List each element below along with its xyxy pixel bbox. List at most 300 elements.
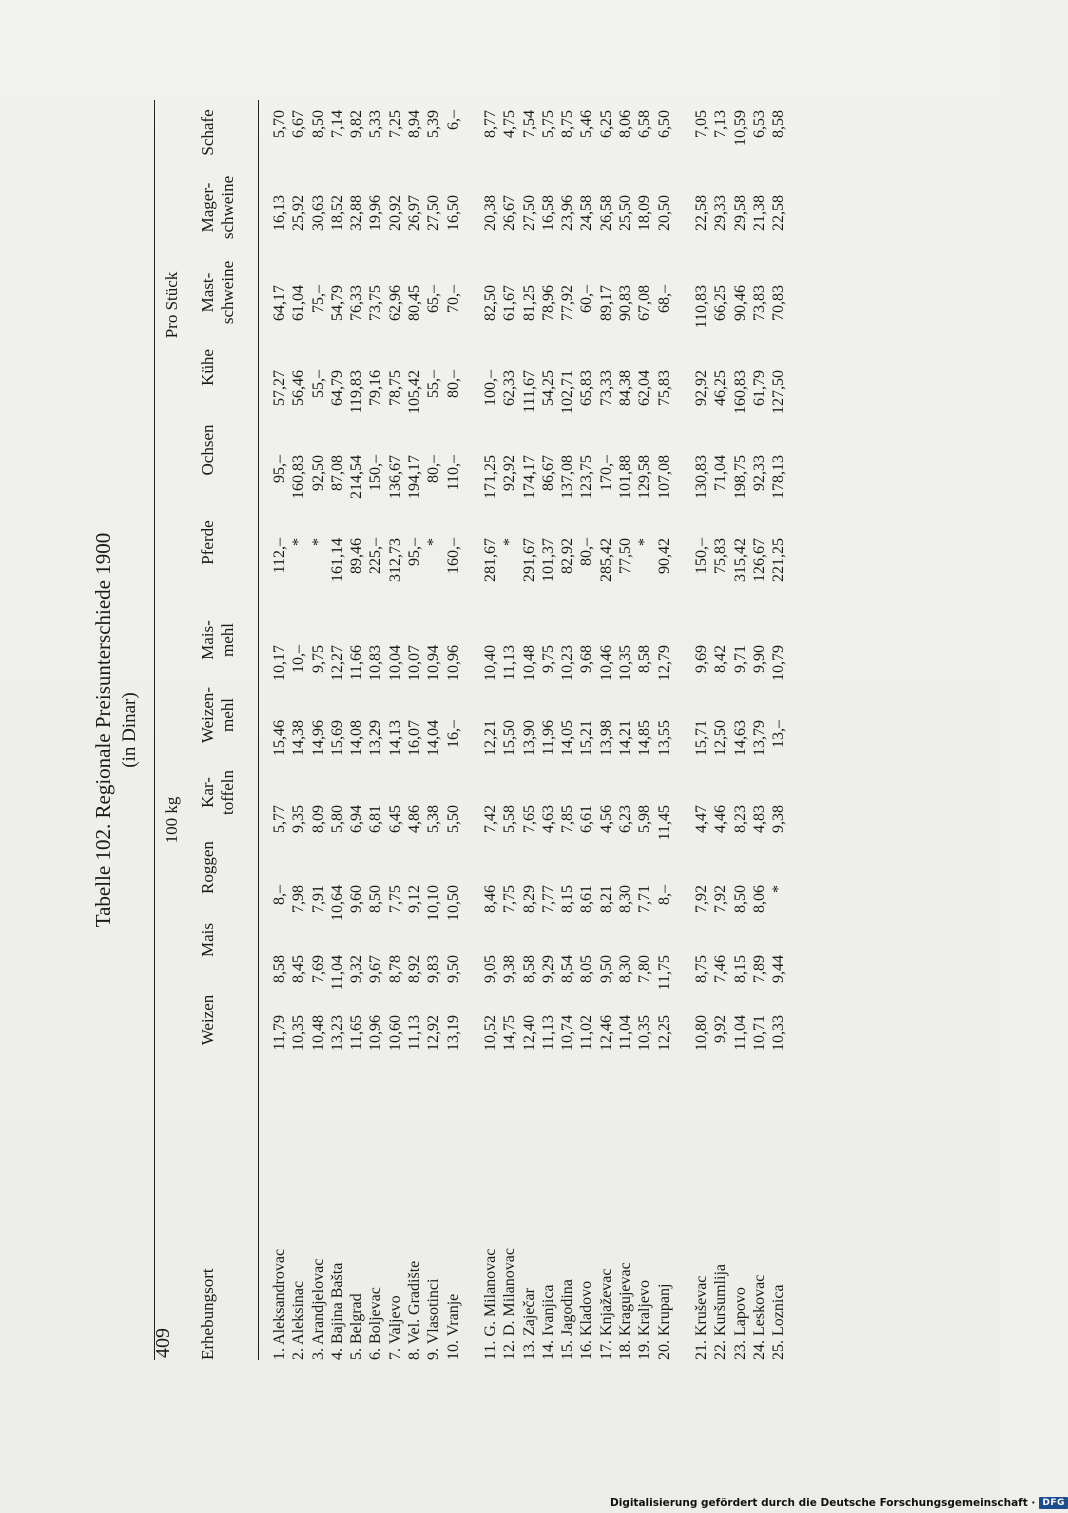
cell-value: 8,75 [692, 955, 710, 983]
group-header-100kg: 100 kg [162, 796, 181, 844]
cell-value: 13,98 [597, 720, 615, 756]
cell-value: 10,10 [425, 885, 443, 921]
cell-value: 8,– [655, 885, 673, 905]
cell-ort: 13. Zaječar [520, 1288, 538, 1360]
cell-value: 70,– [444, 285, 462, 313]
cell-value: 160,– [444, 538, 462, 574]
cell-value: 14,04 [425, 720, 443, 756]
header-ochsen: Ochsen [198, 424, 217, 476]
table-subtitle: (in Dinar) [119, 692, 140, 768]
cell-ort: 21. Kruševac [692, 1275, 710, 1360]
cell-value: 62,04 [636, 370, 654, 406]
cell-value: 60,– [578, 285, 596, 313]
cell-value: 11,96 [539, 720, 557, 756]
cell-value: 75,– [309, 285, 327, 313]
cell-value: 221,25 [770, 538, 788, 582]
cell-value: 27,50 [520, 195, 538, 231]
cell-value: 110,– [444, 455, 462, 491]
cell-ort: 14. Ivanjica [539, 1284, 557, 1360]
cell-value: 10,59 [731, 110, 749, 146]
cell-value: 10,17 [271, 645, 288, 681]
cell-value: 25,50 [617, 195, 635, 231]
cell-ort: 7. Valjevo [386, 1295, 404, 1360]
table-row [731, 100, 750, 1360]
cell-value: 11,66 [348, 645, 366, 681]
cell-value: 11,04 [731, 1015, 749, 1051]
cell-ort: 23. Lapovo [731, 1287, 749, 1360]
cell-value: 10,50 [444, 885, 462, 921]
cell-value: 4,75 [501, 110, 519, 138]
cell-value: 7,46 [712, 955, 730, 983]
cell-value: 13,19 [444, 1015, 462, 1051]
cell-value: 4,47 [692, 805, 710, 833]
cell-value: 8,– [271, 885, 288, 905]
table-body [270, 100, 806, 1360]
cell-value: 20,38 [481, 195, 499, 231]
cell-value: 80,45 [406, 285, 424, 321]
cell-value: 8,50 [367, 885, 385, 913]
cell-value: 78,75 [386, 370, 404, 406]
header-mastschweine [186, 250, 250, 335]
cell-value: 6,50 [655, 110, 673, 138]
cell-value: 7,98 [290, 885, 308, 913]
cell-ort: 2. Aleksinac [290, 1280, 308, 1360]
cell-value: 10,96 [444, 645, 462, 681]
cell-value: 7,92 [712, 885, 730, 913]
cell-value: 46,25 [712, 370, 730, 406]
cell-value: 105,42 [406, 370, 424, 414]
cell-value: 8,92 [406, 955, 424, 983]
cell-value: 95,– [271, 455, 288, 483]
cell-value: 68,– [655, 285, 673, 313]
cell-value: 9,50 [444, 955, 462, 983]
cell-value: 8,29 [520, 885, 538, 913]
cell-value: 214,54 [348, 455, 366, 499]
cell-value: 5,80 [328, 805, 346, 833]
cell-value: 10,33 [770, 1015, 788, 1051]
cell-value: 9,83 [425, 955, 443, 983]
cell-value: 10,35 [617, 645, 635, 681]
cell-value: 16,07 [406, 720, 424, 756]
header-weizenmehl [186, 675, 250, 755]
cell-value: 102,71 [559, 370, 577, 414]
cell-ort: 10. Vranje [444, 1293, 462, 1360]
cell-value: 16,58 [539, 195, 557, 231]
cell-value: 54,79 [328, 285, 346, 321]
cell-value: 112,– [271, 538, 288, 574]
cell-value: 15,21 [578, 720, 596, 756]
cell-value: 9,12 [406, 885, 424, 913]
cell-ort: 16. Kladovo [578, 1280, 596, 1360]
cell-value: 9,44 [770, 955, 788, 983]
cell-ort: 3. Arandjelovac [309, 1258, 327, 1360]
cell-value: 9,38 [501, 955, 519, 983]
cell-value: 22,58 [770, 195, 788, 231]
cell-value: 8,09 [309, 805, 327, 833]
cell-value: 55,– [425, 370, 443, 398]
cell-value: 14,63 [731, 720, 749, 756]
cell-value: 73,33 [597, 370, 615, 406]
cell-value: 61,04 [290, 285, 308, 321]
cell-value: 77,50 [617, 538, 635, 574]
cell-ort: 12. D. Milanovac [501, 1248, 519, 1360]
cell-value: 198,75 [731, 455, 749, 499]
cell-value: 8,23 [731, 805, 749, 833]
cell-value: 57,27 [271, 370, 288, 406]
cell-value: 10,35 [290, 1015, 308, 1051]
cell-value: 129,58 [636, 455, 654, 499]
header-weizenmehl-line1: Weizen- [198, 686, 217, 744]
header-top-rule [154, 100, 155, 1360]
cell-value: 5,39 [425, 110, 443, 138]
cell-value: 5,77 [271, 805, 288, 833]
cell-value: 18,09 [636, 195, 654, 231]
header-maismehl [186, 605, 250, 675]
row-group [481, 100, 674, 1360]
cell-value: 8,58 [770, 110, 788, 138]
cell-value: 30,63 [309, 195, 327, 231]
cell-value: 11,79 [271, 1015, 288, 1051]
cell-value: 11,04 [328, 955, 346, 991]
cell-value: 62,96 [386, 285, 404, 321]
cell-value: 13,23 [328, 1015, 346, 1051]
cell-value: 32,88 [348, 195, 366, 231]
header-magerschweine-line1: Mager- [198, 182, 217, 233]
cell-value: 9,71 [731, 645, 749, 673]
cell-value: 8,75 [559, 110, 577, 138]
cell-value: 7,75 [501, 885, 519, 913]
cell-value: 5,38 [425, 805, 443, 833]
cell-ort: 15. Jagodina [559, 1279, 577, 1360]
cell-value: 9,67 [367, 955, 385, 983]
cell-value: 18,52 [328, 195, 346, 231]
row-group [692, 100, 788, 1360]
cell-value: 16,– [444, 720, 462, 748]
cell-value: 6,25 [597, 110, 615, 138]
cell-value: 6,67 [290, 110, 308, 138]
cell-value: 10,23 [559, 645, 577, 681]
cell-value: 7,54 [520, 110, 538, 138]
cell-value: 7,92 [692, 885, 710, 913]
row-group [270, 100, 463, 1360]
table-row [289, 100, 308, 1360]
cell-value: 10,96 [367, 1015, 385, 1051]
table-row [655, 100, 674, 1360]
table-row [597, 100, 616, 1360]
cell-value: 79,16 [367, 370, 385, 406]
cell-value: 8,46 [481, 885, 499, 913]
footer-text: Digitalisierung gefördert durch die Deutsche Forschungsgemeinschaft · [610, 1497, 1036, 1509]
cell-value: 6,23 [617, 805, 635, 833]
cell-value: 8,54 [559, 955, 577, 983]
cell-value: 73,75 [367, 285, 385, 321]
cell-value: 6,53 [750, 110, 768, 138]
cell-value: 13,29 [367, 720, 385, 756]
cell-value: 15,69 [328, 720, 346, 756]
cell-value: 160,83 [731, 370, 749, 414]
cell-value: 7,71 [636, 885, 654, 913]
cell-value: 11,13 [501, 645, 519, 681]
cell-ort: 24. Leskovac [750, 1274, 768, 1360]
cell-ort: 8. Vel. Gradište [406, 1260, 424, 1360]
cell-value: 6,81 [367, 805, 385, 833]
cell-value: 75,83 [655, 370, 673, 406]
table-row [405, 100, 424, 1360]
cell-value: 4,86 [406, 805, 424, 833]
cell-value: 6,94 [348, 805, 366, 833]
cell-value: 13,90 [520, 720, 538, 756]
cell-value: 5,70 [271, 110, 288, 138]
cell-value: 73,83 [750, 285, 768, 321]
cell-value: 10,52 [481, 1015, 499, 1051]
cell-value: 9,75 [539, 645, 557, 673]
header-schafe: Schafe [198, 109, 217, 156]
cell-value: 90,83 [617, 285, 635, 321]
cell-value: 170,– [597, 455, 615, 491]
cell-ort: 22. Kuršumlija [712, 1264, 730, 1360]
cell-value: 22,58 [692, 195, 710, 231]
cell-ort: 6. Boljevac [367, 1287, 385, 1360]
cell-value: 8,50 [309, 110, 327, 138]
cell-value: 13,– [770, 720, 788, 748]
cell-value: 80,– [578, 538, 596, 566]
cell-value: 9,82 [348, 110, 366, 138]
cell-value: 64,17 [271, 285, 288, 321]
cell-value: 5,75 [539, 110, 557, 138]
table-row [386, 100, 405, 1360]
cell-value: 281,67 [481, 538, 499, 582]
cell-value: 89,46 [348, 538, 366, 574]
table-row [769, 100, 788, 1360]
dfg-logo: DFG [1039, 1497, 1068, 1509]
cell-value: 11,65 [348, 1015, 366, 1051]
header-weizen: Weizen [198, 994, 217, 1046]
header-maismehl-line1: Mais- [198, 620, 217, 660]
table-title: Tabelle 102. Regionale Preisunterschiede 1900 [91, 532, 115, 928]
cell-value: 76,33 [348, 285, 366, 321]
cell-value: 11,13 [539, 1015, 557, 1051]
cell-value: 291,67 [520, 538, 538, 582]
cell-value: 119,83 [348, 370, 366, 414]
header-magerschweine [186, 165, 250, 250]
cell-value: 65,– [425, 285, 443, 313]
table-row [635, 100, 654, 1360]
cell-value: 10,94 [425, 645, 443, 681]
cell-value: 89,17 [597, 285, 615, 321]
cell-value: 9,38 [770, 805, 788, 833]
cell-value: 20,50 [655, 195, 673, 231]
cell-value: 107,08 [655, 455, 673, 499]
header-magerschweine-line2: schweine [218, 175, 237, 240]
cell-value: 8,30 [617, 955, 635, 983]
cell-value: 64,79 [328, 370, 346, 406]
cell-value: 70,83 [770, 285, 788, 321]
header-bottom-rule [258, 100, 259, 1360]
cell-value: 9,29 [539, 955, 557, 983]
cell-value: 315,42 [731, 538, 749, 582]
cell-value: 11,04 [617, 1015, 635, 1051]
cell-value: 15,71 [692, 720, 710, 756]
rotated-table [90, 100, 890, 1360]
cell-value: 13,79 [750, 720, 768, 756]
cell-value: 7,85 [559, 805, 577, 833]
cell-value: 8,15 [559, 885, 577, 913]
cell-value: 27,50 [425, 195, 443, 231]
cell-value: 8,58 [271, 955, 288, 983]
cell-value: * [309, 538, 327, 546]
cell-value: 25,92 [290, 195, 308, 231]
cell-ort: 1. Aleksandrovac [271, 1248, 288, 1360]
cell-value: 92,92 [501, 455, 519, 491]
cell-value: 10,46 [597, 645, 615, 681]
cell-ort: 20. Krupanj [655, 1283, 673, 1360]
cell-value: 8,06 [750, 885, 768, 913]
cell-value: 19,96 [367, 195, 385, 231]
cell-value: 100,– [481, 370, 499, 406]
cell-value: 7,91 [309, 885, 327, 913]
cell-value: 10,60 [386, 1015, 404, 1051]
header-kartoffeln-line1: Kar- [198, 777, 217, 808]
cell-value: 10,35 [636, 1015, 654, 1051]
table-row [366, 100, 385, 1360]
cell-value: 10,07 [406, 645, 424, 681]
table-row [520, 100, 539, 1360]
cell-value: 126,67 [750, 538, 768, 582]
cell-value: 9,50 [597, 955, 615, 983]
cell-value: 4,63 [539, 805, 557, 833]
cell-value: 56,46 [290, 370, 308, 406]
cell-value: 7,65 [520, 805, 538, 833]
cell-value: 111,67 [520, 370, 538, 413]
cell-value: 71,04 [712, 455, 730, 491]
cell-value: 16,50 [444, 195, 462, 231]
cell-value: 8,50 [731, 885, 749, 913]
cell-value: * [425, 538, 443, 546]
cell-value: 9,32 [348, 955, 366, 983]
cell-value: 8,58 [636, 645, 654, 673]
cell-value: 5,50 [444, 805, 462, 833]
cell-value: 8,45 [290, 955, 308, 983]
cell-value: 8,58 [520, 955, 538, 983]
cell-value: 86,67 [539, 455, 557, 491]
cell-value: 14,05 [559, 720, 577, 756]
cell-value: 194,17 [406, 455, 424, 499]
cell-value: 101,88 [617, 455, 635, 499]
cell-value: 4,56 [597, 805, 615, 833]
group-header-pro-stueck: Pro Stück [162, 271, 181, 339]
cell-value: 61,79 [750, 370, 768, 406]
table-row [711, 100, 730, 1360]
cell-value: 10,80 [692, 1015, 710, 1051]
cell-value: 7,89 [750, 955, 768, 983]
table-row [481, 100, 500, 1360]
cell-value: 6,61 [578, 805, 596, 833]
cell-value: 78,96 [539, 285, 557, 321]
cell-value: 8,06 [617, 110, 635, 138]
cell-value: 54,25 [539, 370, 557, 406]
cell-value: 7,80 [636, 955, 654, 983]
cell-value: 10,79 [770, 645, 788, 681]
cell-value: 160,83 [290, 455, 308, 499]
cell-value: 6,58 [636, 110, 654, 138]
cell-value: 10,40 [481, 645, 499, 681]
cell-value: 66,25 [712, 285, 730, 321]
cell-value: 10,71 [750, 1015, 768, 1051]
cell-value: 7,14 [328, 110, 346, 138]
table-row [309, 100, 328, 1360]
cell-value: 26,97 [406, 195, 424, 231]
cell-value: 14,96 [309, 720, 327, 756]
cell-ort: 5. Belgrad [348, 1293, 366, 1360]
cell-value: * [770, 885, 788, 893]
cell-value: 10,83 [367, 645, 385, 681]
cell-value: 5,46 [578, 110, 596, 138]
cell-ort: 4. Bajina Bašta [328, 1262, 346, 1360]
cell-value: 5,33 [367, 110, 385, 138]
cell-value: 9,68 [578, 645, 596, 673]
cell-value: 14,75 [501, 1015, 519, 1051]
cell-value: 61,67 [501, 285, 519, 321]
header-mais: Mais [198, 923, 217, 957]
cell-value: 92,50 [309, 455, 327, 491]
cell-value: 21,38 [750, 195, 768, 231]
cell-value: 11,02 [578, 1015, 596, 1051]
table-row [424, 100, 443, 1360]
cell-value: 75,83 [712, 538, 730, 574]
cell-value: 10,– [290, 645, 308, 673]
cell-value: 65,83 [578, 370, 596, 406]
cell-ort: 25. Loznica [770, 1284, 788, 1360]
cell-value: 82,92 [559, 538, 577, 574]
header-weizenmehl-line2: mehl [218, 698, 237, 732]
cell-value: 7,77 [539, 885, 557, 913]
header-maismehl-line2: mehl [218, 623, 237, 657]
cell-value: 12,21 [481, 720, 499, 756]
cell-value: 95,– [406, 538, 424, 566]
cell-value: 90,46 [731, 285, 749, 321]
cell-value: 13,55 [655, 720, 673, 756]
cell-value: 8,61 [578, 885, 596, 913]
cell-value: * [501, 538, 519, 546]
cell-value: 12,92 [425, 1015, 443, 1051]
cell-value: 10,48 [309, 1015, 327, 1051]
cell-value: 7,42 [481, 805, 499, 833]
cell-value: 26,58 [597, 195, 615, 231]
table-row [500, 100, 519, 1360]
table-row [616, 100, 635, 1360]
cell-value: 81,25 [520, 285, 538, 321]
cell-value: 178,13 [770, 455, 788, 499]
cell-value: 16,13 [271, 195, 288, 231]
cell-value: 130,83 [692, 455, 710, 499]
cell-ort: 19. Kraljevo [636, 1280, 654, 1360]
cell-value: 8,30 [617, 885, 635, 913]
footer-credit [610, 1494, 1065, 1512]
cell-value: 9,69 [692, 645, 710, 673]
cell-value: 11,75 [655, 955, 673, 991]
cell-value: 90,42 [655, 538, 673, 574]
cell-value: 62,33 [501, 370, 519, 406]
cell-value: 7,25 [386, 110, 404, 138]
table-row [558, 100, 577, 1360]
header-mastschweine-line2: schweine [218, 260, 237, 325]
cell-value: 20,92 [386, 195, 404, 231]
cell-value: 11,13 [406, 1015, 424, 1051]
cell-value: 8,78 [386, 955, 404, 983]
cell-value: 10,64 [328, 885, 346, 921]
cell-value: * [636, 538, 654, 546]
cell-value: 171,25 [481, 455, 499, 499]
